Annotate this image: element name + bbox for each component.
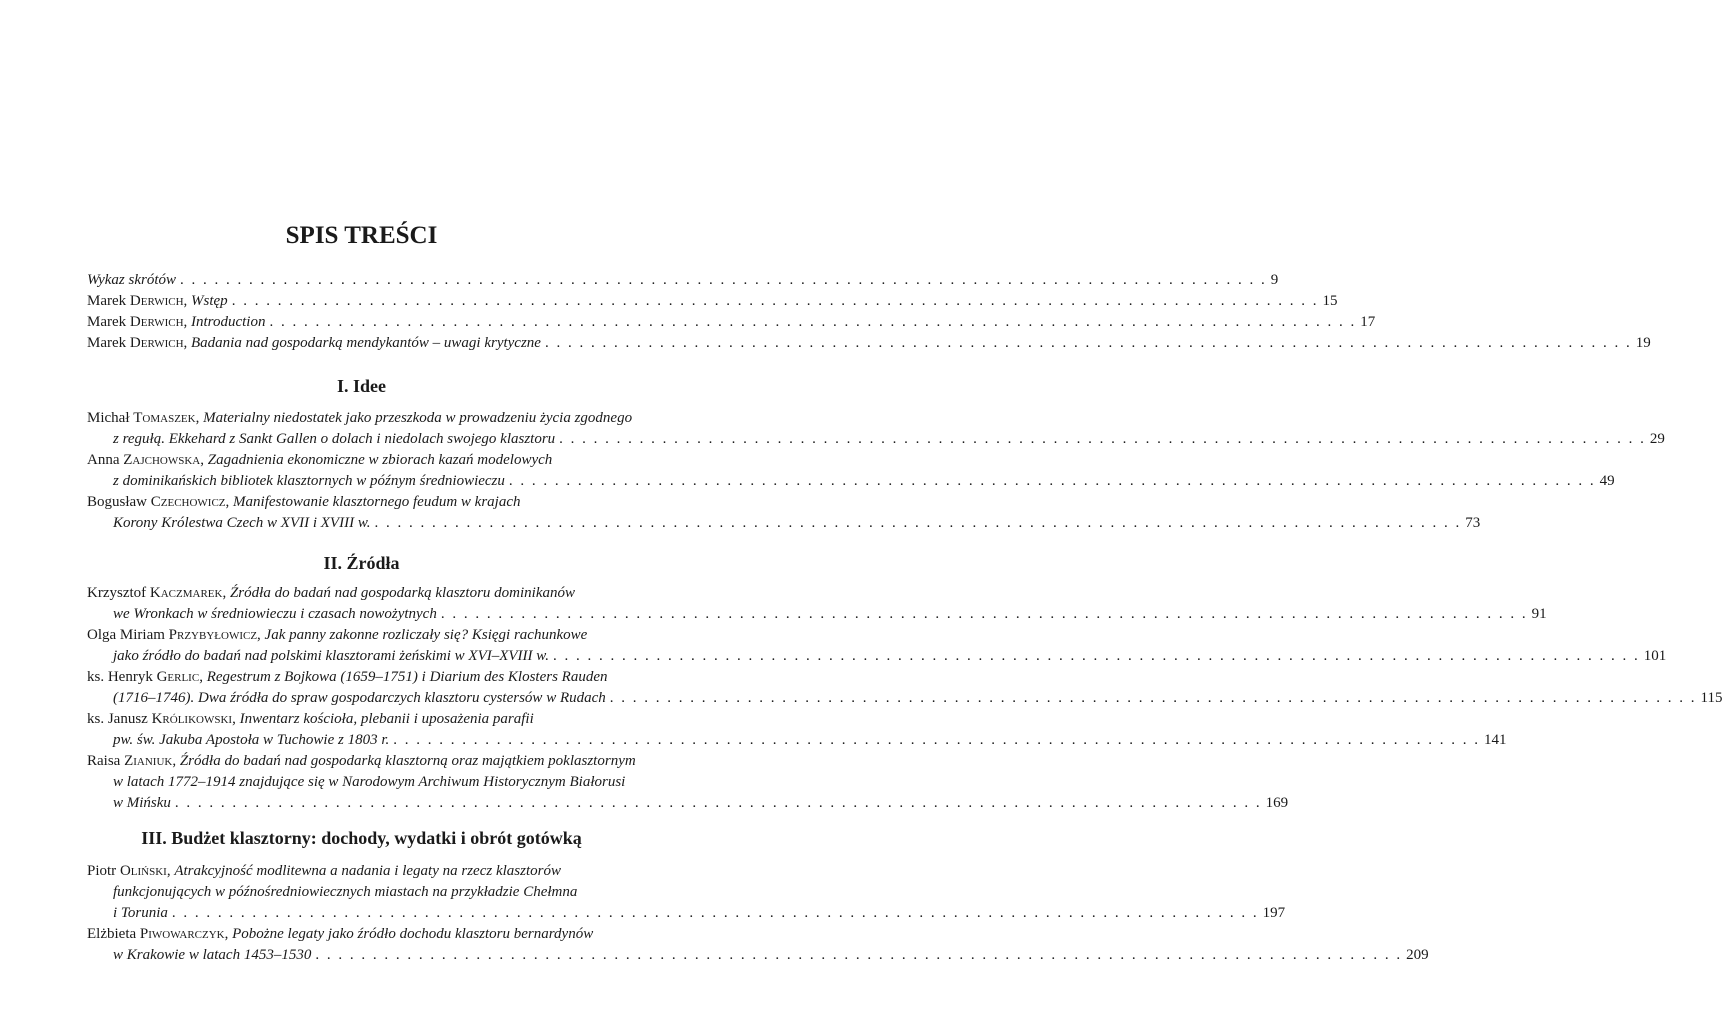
page-number: 91 bbox=[1531, 606, 1547, 622]
entry-text: , bbox=[199, 669, 207, 685]
page-number: 209 bbox=[1406, 947, 1429, 963]
page-number: 141 bbox=[1484, 732, 1507, 748]
entry-title: we Wronkach w średniowieczu i czasach nowożytnych bbox=[113, 606, 437, 622]
entry-title: i Torunia bbox=[113, 905, 168, 921]
toc-entry-text bbox=[87, 312, 265, 333]
toc-entry-line bbox=[87, 646, 1667, 667]
toc-entry-text bbox=[113, 604, 437, 625]
author-surname: Zajchowska bbox=[123, 452, 201, 468]
entry-text: , bbox=[224, 926, 233, 942]
toc-entry-line bbox=[87, 730, 1507, 751]
entry-text: Marek bbox=[87, 335, 130, 351]
toc-entry-text bbox=[113, 774, 625, 790]
toc-entry bbox=[87, 751, 1289, 814]
entry-text: Michał bbox=[87, 410, 134, 426]
toc-entry-line bbox=[87, 291, 1338, 312]
entry-text: Raisa bbox=[87, 753, 125, 769]
entry-text: , bbox=[183, 314, 192, 330]
entry-title: Introduction bbox=[191, 314, 266, 330]
toc-entry-line bbox=[87, 945, 1429, 966]
page-number: 19 bbox=[1635, 335, 1651, 351]
entry-title: Zagadnienia ekonomiczne w zbiorach kazań modelowych bbox=[207, 452, 553, 468]
entry-title: w Krakowie w latach 1453–1530 bbox=[113, 947, 312, 963]
entry-title: Inwentarz kościoła, plebanii i uposażenia parafii bbox=[239, 711, 534, 727]
entry-text: Piotr bbox=[87, 863, 120, 879]
toc-entry-line bbox=[87, 312, 1376, 333]
author-surname: Derwich bbox=[129, 314, 184, 330]
entry-text: , bbox=[195, 410, 204, 426]
entry-title: Badania nad gospodarką mendykantów – uwagi krytyczne bbox=[191, 335, 541, 351]
toc-front-matter bbox=[87, 270, 1651, 354]
entry-title: z dominikańskich bibliotek klasztornych w późnym średniowieczu bbox=[113, 473, 505, 489]
toc-entry-line bbox=[87, 604, 1547, 625]
page-number: 169 bbox=[1265, 795, 1289, 811]
entry-text: Elżbieta bbox=[87, 926, 140, 942]
entry-title: pw. św. Jakuba Apostoła w Tuchowie z 1803 r. bbox=[113, 732, 390, 748]
entry-title: w Mińsku bbox=[113, 795, 171, 811]
entry-text: ks. Henryk bbox=[87, 669, 157, 685]
toc-entry-text bbox=[87, 410, 632, 426]
page-number: 15 bbox=[1322, 293, 1338, 309]
entry-text: , bbox=[222, 585, 230, 601]
toc-entry-text bbox=[113, 903, 168, 924]
entry-title: Źródła do badań nad gospodarką klasztoru dominikanów bbox=[229, 585, 575, 601]
toc-entry bbox=[87, 667, 1722, 709]
toc-entry-text bbox=[113, 688, 606, 709]
author-surname: Przybyłowicz bbox=[168, 627, 258, 643]
page-number: 17 bbox=[1360, 314, 1376, 330]
toc-entry bbox=[87, 861, 1286, 924]
author-surname: Oliński bbox=[119, 863, 167, 879]
entry-title: Źródła do badań nad gospodarką klasztorną oraz majątkiem poklasztornym bbox=[179, 753, 636, 769]
toc-section-ideas bbox=[87, 408, 1665, 534]
toc-entry-text bbox=[87, 270, 176, 291]
toc-entry-line bbox=[87, 625, 658, 646]
entry-text: ks. Janusz bbox=[87, 711, 152, 727]
toc-entry-line bbox=[87, 583, 658, 604]
toc-section-sources bbox=[87, 583, 1722, 814]
toc-entry-text bbox=[113, 513, 370, 534]
entry-text: Marek bbox=[87, 314, 130, 330]
page-number: 9 bbox=[1270, 272, 1279, 288]
toc-entry-text bbox=[113, 646, 549, 667]
toc-entry-line bbox=[87, 450, 658, 471]
entry-text: , bbox=[172, 753, 180, 769]
toc-entry-text bbox=[87, 926, 593, 942]
dot-leader: . . . . . . . . . . . . . . . . . . . . . . . . . . . . . . . . . . . . . . . . . . . . . . . . . . . . . . . . . . . . . . . . . . . . . . . . . . . . . . . . . . . . . . . . . . . . . . . bbox=[174, 795, 1262, 811]
toc-entry-line bbox=[87, 903, 1286, 924]
toc-entry bbox=[87, 709, 1507, 751]
toc-entry-line bbox=[87, 688, 1722, 709]
toc-entry bbox=[87, 625, 1667, 667]
author-surname: Tomaszek bbox=[133, 410, 196, 426]
toc-entry-line bbox=[87, 793, 1289, 814]
dot-leader: . . . . . . . . . . . . . . . . . . . . . . . . . . . . . . . . . . . . . . . . . . . . . . . . . . . . . . . . . . . . . . . . . . . . . . . . . . . . . . . . . . . . . . . . . . . . . . . bbox=[269, 314, 1357, 330]
section-heading: I. Idee bbox=[337, 376, 386, 396]
toc-entry bbox=[87, 312, 1376, 333]
entry-text: , bbox=[232, 711, 240, 727]
toc-entry bbox=[87, 583, 1547, 625]
dot-leader: . . . . . . . . . . . . . . . . . . . . . . . . . . . . . . . . . . . . . . . . . . . . . . . . . . . . . . . . . . . . . . . . . . . . . . . . . . . . . . . . . . . . . . . . . . . . . . . bbox=[508, 473, 1596, 489]
entry-text: , bbox=[166, 863, 175, 879]
entry-title: Regestrum z Bojkowa (1659–1751) i Diarium des Klosters Rauden bbox=[206, 669, 608, 685]
toc-entry-line bbox=[87, 429, 1665, 450]
entry-title: funkcjonujących w późnośredniowiecznych miastach na przykładzie Chełmna bbox=[113, 884, 578, 900]
dot-leader: . . . . . . . . . . . . . . . . . . . . . . . . . . . . . . . . . . . . . . . . . . . . . . . . . . . . . . . . . . . . . . . . . . . . . . . . . . . . . . . . . . . . . . . . . . . . . . . bbox=[231, 293, 1319, 309]
entry-title: Wstęp bbox=[191, 293, 228, 309]
page-number: 49 bbox=[1599, 473, 1615, 489]
toc-entry-text bbox=[87, 669, 608, 685]
toc-entry-text bbox=[87, 585, 575, 601]
author-surname: Gerlic bbox=[156, 669, 200, 685]
author-surname: Królikowski bbox=[151, 711, 233, 727]
toc-entry-line bbox=[87, 471, 1615, 492]
toc-entry-text bbox=[113, 730, 389, 751]
entry-title: z regułą. Ekkehard z Sankt Gallen o dolach i niedolach swojego klasztoru bbox=[113, 431, 556, 447]
dot-leader: . . . . . . . . . . . . . . . . . . . . . . . . . . . . . . . . . . . . . . . . . . . . . . . . . . . . . . . . . . . . . . . . . . . . . . . . . . . . . . . . . . . . . . . . . . . . . . . bbox=[544, 335, 1632, 351]
entry-title: Materialny niedostatek jako przeszkoda w prowadzeniu życia zgodnego bbox=[203, 410, 633, 426]
toc-entry bbox=[87, 291, 1338, 312]
entry-title: Pobożne legaty jako źródło dochodu klasztoru bernardynów bbox=[232, 926, 594, 942]
author-surname: Derwich bbox=[129, 293, 184, 309]
dot-leader: . . . . . . . . . . . . . . . . . . . . . . . . . . . . . . . . . . . . . . . . . . . . . . . . . . . . . . . . . . . . . . . . . . . . . . . . . . . . . . . . . . . . . . . . . . . . . . . bbox=[552, 648, 1640, 664]
toc-entry-line bbox=[87, 333, 1651, 354]
entry-text: Marek bbox=[87, 293, 130, 309]
entry-title: jako źródło do badań nad polskimi klasztorami żeńskimi w XVI–XVIII w. bbox=[113, 648, 549, 664]
entry-text: , bbox=[200, 452, 208, 468]
page-title: SPIS TREŚCI bbox=[285, 222, 438, 249]
toc-entry-text bbox=[87, 333, 541, 354]
page-number: 197 bbox=[1262, 905, 1286, 921]
toc-entry-text bbox=[87, 711, 534, 727]
author-surname: Zianiuk bbox=[124, 753, 173, 769]
toc-entry-text bbox=[87, 863, 561, 879]
toc-entry-text bbox=[113, 471, 505, 492]
page-number: 73 bbox=[1465, 515, 1481, 531]
dot-leader: . . . . . . . . . . . . . . . . . . . . . . . . . . . . . . . . . . . . . . . . . . . . . . . . . . . . . . . . . . . . . . . . . . . . . . . . . . . . . . . . . . . . . . . . . . . . . . . bbox=[559, 431, 1646, 447]
author-surname: Czechowicz bbox=[150, 494, 226, 510]
dot-leader: . . . . . . . . . . . . . . . . . . . . . . . . . . . . . . . . . . . . . . . . . . . . . . . . . . . . . . . . . . . . . . . . . . . . . . . . . . . . . . . . . . . . . . . . . . . . . . . bbox=[171, 905, 1259, 921]
page-number: 29 bbox=[1649, 431, 1665, 447]
entry-text: , bbox=[183, 293, 192, 309]
toc-entry-line bbox=[87, 270, 1279, 291]
toc-entry bbox=[87, 492, 1481, 534]
entry-title: Manifestowanie klasztornego feudum w krajach bbox=[233, 494, 521, 510]
section-heading: III. Budżet klasztorny: dochody, wydatki i obrót gotówką bbox=[141, 828, 582, 848]
entry-text: Anna bbox=[87, 452, 124, 468]
toc-entry-line bbox=[87, 861, 658, 882]
toc-entry bbox=[87, 270, 1279, 291]
toc-entry-text bbox=[113, 429, 555, 450]
dot-leader: . . . . . . . . . . . . . . . . . . . . . . . . . . . . . . . . . . . . . . . . . . . . . . . . . . . . . . . . . . . . . . . . . . . . . . . . . . . . . . . . . . . . . . . . . . . . . . . bbox=[609, 690, 1697, 706]
toc-entry bbox=[87, 924, 1429, 966]
author-surname: Derwich bbox=[129, 335, 184, 351]
entry-title: (1716–1746). Dwa źródła do spraw gospodarczych klasztoru cystersów w Rudach bbox=[113, 690, 606, 706]
entry-title: Jak panny zakonne rozliczały się? Księgi rachunkowe bbox=[264, 627, 588, 643]
toc-entry-line bbox=[87, 667, 658, 688]
section-heading: II. Źródła bbox=[323, 553, 400, 573]
toc-entry-text bbox=[87, 753, 636, 769]
toc-entry-line bbox=[87, 882, 658, 903]
toc-entry-line bbox=[87, 408, 658, 429]
toc-entry bbox=[87, 450, 1615, 492]
toc-entry-line bbox=[87, 492, 658, 513]
toc-entry-line bbox=[87, 709, 658, 730]
entry-text: , bbox=[183, 335, 192, 351]
entry-text: Bogusław bbox=[87, 494, 151, 510]
toc-entry-text bbox=[113, 793, 171, 814]
toc-entry-line bbox=[87, 924, 658, 945]
author-surname: Kaczmarek bbox=[149, 585, 223, 601]
entry-text: , bbox=[225, 494, 234, 510]
dot-leader: . . . . . . . . . . . . . . . . . . . . . . . . . . . . . . . . . . . . . . . . . . . . . . . . . . . . . . . . . . . . . . . . . . . . . . . . . . . . . . . . . . . . . . . . . . . . . . . bbox=[440, 606, 1528, 622]
page-number: 115 bbox=[1700, 690, 1722, 706]
entry-text: , bbox=[257, 627, 265, 643]
toc-entry-line bbox=[87, 751, 658, 772]
toc-entry-text bbox=[87, 291, 228, 312]
toc-entry bbox=[87, 333, 1651, 354]
author-surname: Piwowarczyk bbox=[139, 926, 225, 942]
toc-entry-text bbox=[87, 452, 552, 468]
entry-title: Atrakcyjność modlitewna a nadania i legaty na rzecz klasztorów bbox=[174, 863, 561, 879]
toc-entry-text bbox=[113, 884, 577, 900]
entry-title: Korony Królestwa Czech w XVII i XVIII w. bbox=[113, 515, 371, 531]
dot-leader: . . . . . . . . . . . . . . . . . . . . . . . . . . . . . . . . . . . . . . . . . . . . . . . . . . . . . . . . . . . . . . . . . . . . . . . . . . . . . . . . . . . . . . . . . . . . . . . bbox=[374, 515, 1462, 531]
toc-entry-line bbox=[87, 772, 658, 793]
toc-entry bbox=[87, 408, 1665, 450]
toc-entry-text bbox=[87, 627, 587, 643]
entry-text: Krzysztof bbox=[87, 585, 150, 601]
entry-title: w latach 1772–1914 znajdujące się w Narodowym Archiwum Historycznym Białorusi bbox=[113, 774, 626, 790]
dot-leader: . . . . . . . . . . . . . . . . . . . . . . . . . . . . . . . . . . . . . . . . . . . . . . . . . . . . . . . . . . . . . . . . . . . . . . . . . . . . . . . . . . . . . . . . . . . . . . . bbox=[180, 272, 1267, 288]
entry-text: Olga Miriam bbox=[87, 627, 169, 643]
toc-entry-text bbox=[113, 945, 311, 966]
page-number: 101 bbox=[1643, 648, 1667, 664]
dot-leader: . . . . . . . . . . . . . . . . . . . . . . . . . . . . . . . . . . . . . . . . . . . . . . . . . . . . . . . . . . . . . . . . . . . . . . . . . . . . . . . . . . . . . . . . . . . . . . . bbox=[315, 947, 1403, 963]
toc-entry-line bbox=[87, 513, 1481, 534]
entry-title: Wykaz skrótów bbox=[87, 272, 177, 288]
dot-leader: . . . . . . . . . . . . . . . . . . . . . . . . . . . . . . . . . . . . . . . . . . . . . . . . . . . . . . . . . . . . . . . . . . . . . . . . . . . . . . . . . . . . . . . . . . . . . . . bbox=[393, 732, 1481, 748]
toc-section-budget bbox=[87, 861, 1429, 966]
toc-entry-text bbox=[87, 494, 521, 510]
